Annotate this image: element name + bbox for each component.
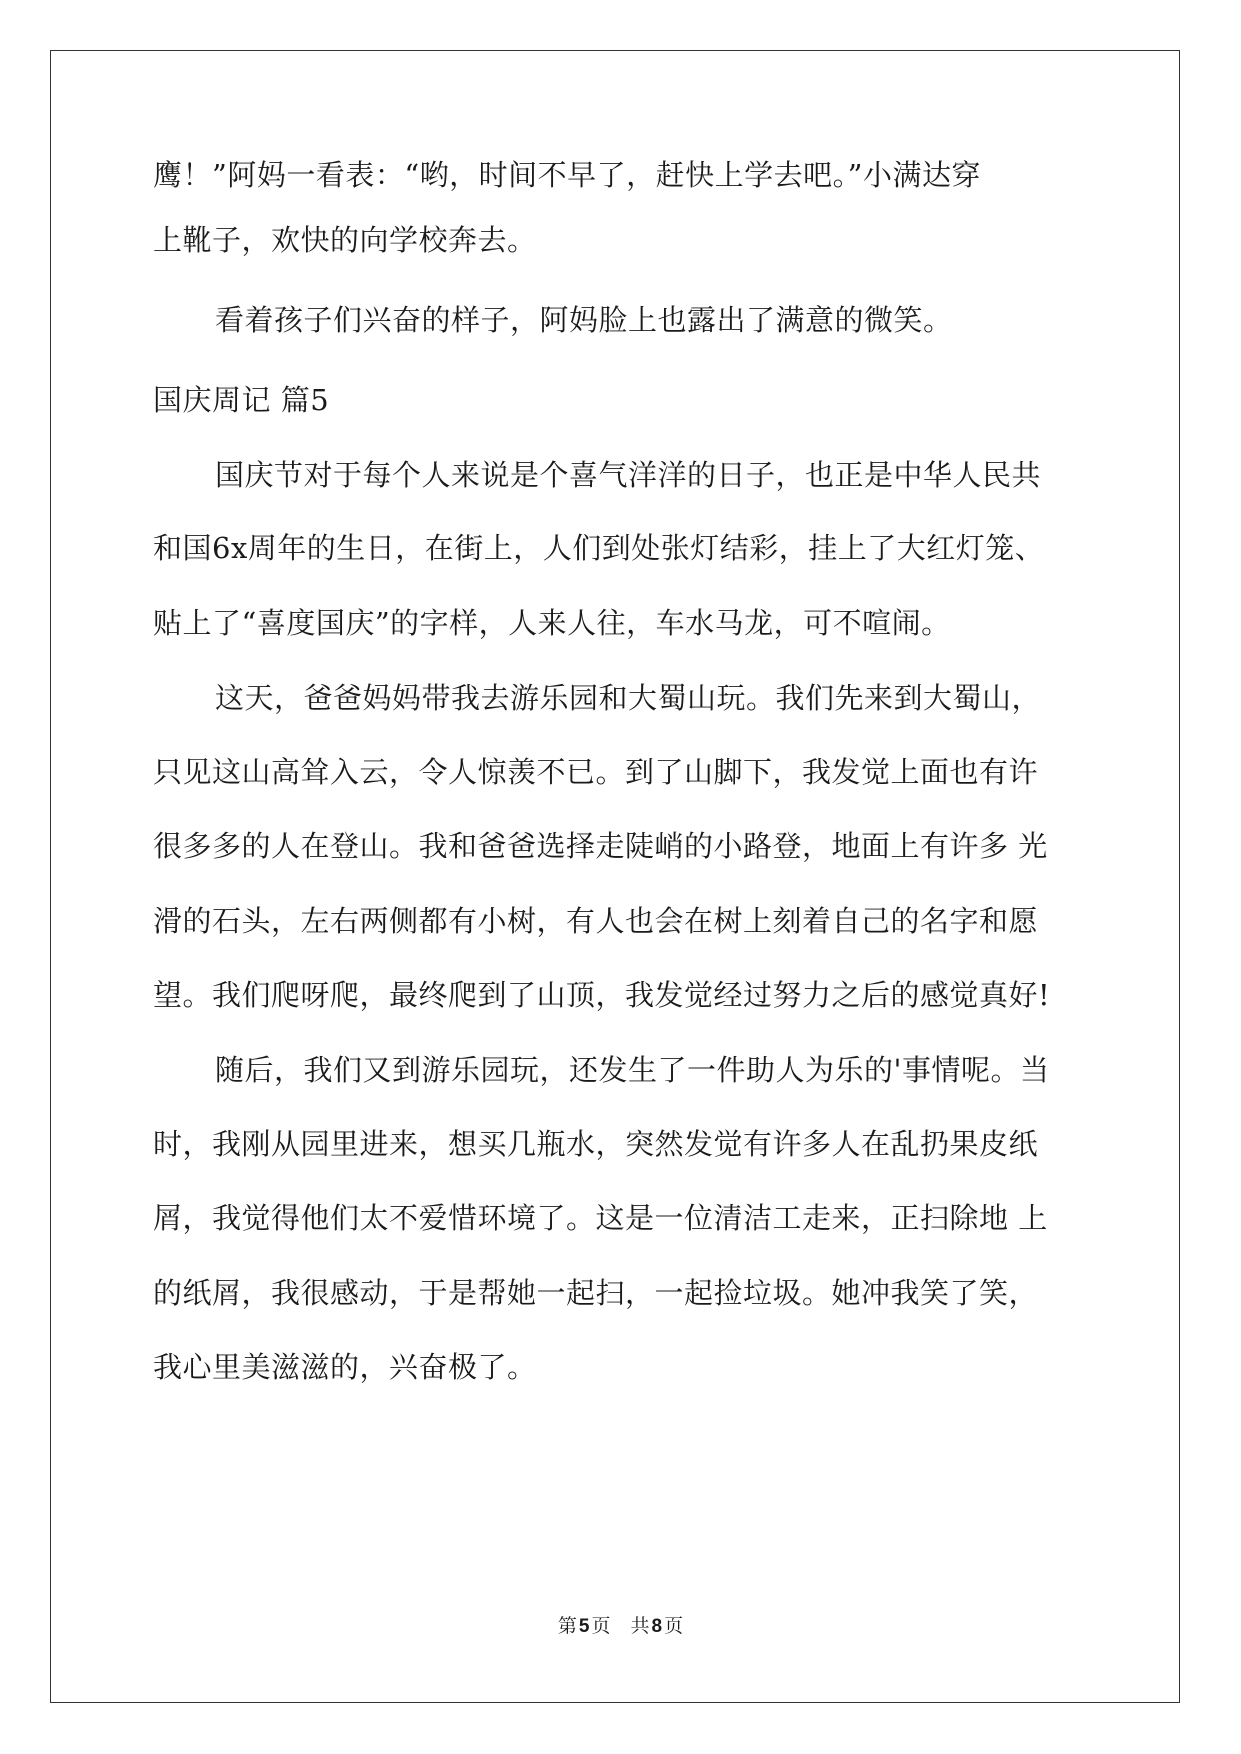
text-line: 只见这山高耸入云，令人惊羡不已。到了山脚下，我发觉上面也有许 — [153, 755, 1039, 789]
text-line: 滑的石头，左右两侧都有小树，有人也会在树上刻着自己的名字和愿 — [153, 904, 1039, 938]
text-line: 屑，我觉得他们太不爱惜环境了。这是一位清洁工走来，正扫除地 上 — [153, 1201, 1048, 1235]
footer-total-suffix: 页 — [664, 1615, 684, 1637]
page-border — [50, 50, 1180, 1703]
current-page-number: 5 — [578, 1616, 590, 1637]
text-line: 这天，爸爸妈妈带我去游乐园和大蜀山玩。我们先来到大蜀山， — [215, 681, 1042, 715]
total-page-number: 8 — [651, 1616, 663, 1637]
footer-total-prefix: 共 — [630, 1615, 650, 1637]
text-line: 看着孩子们兴奋的样子，阿妈脸上也露出了满意的微笑。 — [215, 303, 953, 337]
page-footer — [0, 1614, 1241, 1639]
text-line: 我心里美滋滋的，兴奋极了。 — [153, 1350, 537, 1384]
footer-page-suffix: 页 — [591, 1615, 611, 1637]
text-line: 贴上了“喜度国庆”的字样，人来人往，车水马龙，可不喧闹。 — [153, 606, 951, 640]
text-line: 和国6x周年的生日，在街上，人们到处张灯结彩，挂上了大红灯笼、 — [153, 531, 1045, 565]
text-line: 随后，我们又到游乐园玩，还发生了一件助人为乐的'事情呢。当 — [215, 1053, 1050, 1087]
text-line: 国庆节对于每个人来说是个喜气洋洋的日子，也正是中华人民共 — [215, 458, 1042, 492]
text-line: 望。我们爬呀爬，最终爬到了山顶，我发觉经过努力之后的感觉真好! — [153, 978, 1051, 1012]
text-line: 鹰！”阿妈一看表：“哟，时间不早了，赶快上学去吧。”小满达穿 — [153, 158, 981, 192]
text-line: 上靴子，欢快的向学校奔去。 — [153, 223, 537, 257]
section-heading: 国庆周记 篇5 — [153, 383, 330, 417]
text-line: 时，我刚从园里进来，想买几瓶水，突然发觉有许多人在乱扔果皮纸 — [153, 1127, 1039, 1161]
footer-prefix: 第 — [557, 1615, 577, 1637]
text-line: 的纸屑，我很感动，于是帮她一起扫，一起捡垃圾。她冲我笑了笑， — [153, 1276, 1039, 1310]
text-line: 很多多的人在登山。我和爸爸选择走陡峭的小路登，地面上有许多 光 — [153, 829, 1048, 863]
